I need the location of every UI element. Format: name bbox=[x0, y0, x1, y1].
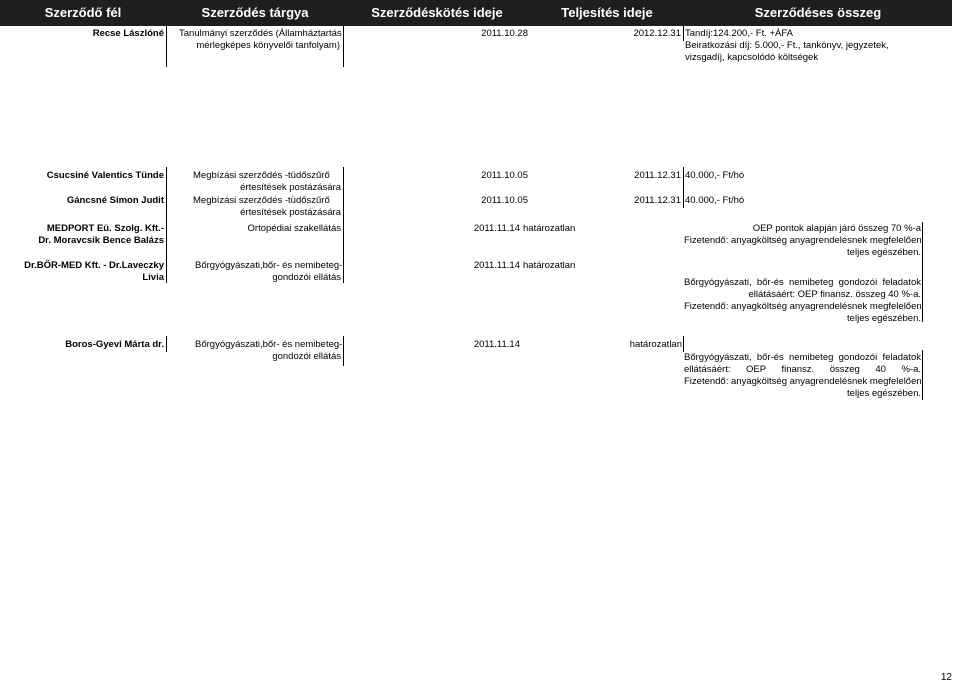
contract-date: 2011.10.05 bbox=[481, 170, 528, 181]
contract-subject: értesítések postázására bbox=[240, 207, 341, 218]
contract-amount: Fizetendő: anyagköltség anyagrendelésnek megfelelően bbox=[684, 301, 922, 312]
contract-amount: Bőrgyógyászati, bőr-és nemibeteg gondozói feladatok bbox=[684, 277, 921, 288]
column-divider bbox=[683, 192, 684, 208]
column-divider bbox=[166, 336, 167, 352]
party-name: Gáncsné Simon Judit bbox=[66, 195, 164, 206]
party-name: Lívia bbox=[142, 272, 164, 283]
contract-amount: ellátásáért: OEP finansz. összeg 40 %-a. bbox=[684, 364, 921, 375]
party-name: Recse Lászlóné bbox=[92, 28, 164, 39]
column-divider bbox=[922, 222, 923, 322]
party-name: Dr.BŐR-MED Kft. - Dr.Laveczky bbox=[24, 260, 164, 271]
column-divider bbox=[683, 336, 684, 352]
contract-amount: 40.000,- Ft/hó bbox=[685, 170, 745, 181]
contract-date: 2011.11.14 bbox=[473, 339, 520, 350]
contract-amount: vizsgadíj, kapcsolódó költségek bbox=[685, 52, 819, 63]
header-amount: Szerződéses összeg bbox=[754, 5, 882, 20]
column-divider bbox=[166, 167, 167, 283]
contract-subject: Ortopédiai szakellátás bbox=[247, 223, 341, 234]
header-contract-date: Szerződéskötés ideje bbox=[371, 5, 503, 20]
contract-amount: Fizetendő: anyagköltség anyagrendelésnek megfelelően bbox=[684, 235, 922, 246]
table-header bbox=[0, 0, 952, 26]
column-divider bbox=[343, 26, 344, 67]
contract-subject: Bőrgyógyászati,bőr- és nemibeteg- bbox=[195, 260, 343, 271]
contract-date: 2011.11.14 bbox=[473, 260, 520, 271]
header-subject: Szerződés tárgya bbox=[201, 5, 309, 20]
column-divider bbox=[166, 26, 167, 67]
contract-amount: Tandíj:124.200,- Ft. +ÁFA bbox=[685, 28, 793, 39]
contract-amount: Bőrgyógyászati, bőr-és nemibeteg gondozói feladatok bbox=[684, 352, 921, 363]
contract-subject: Bőrgyógyászati,bőr- és nemibeteg- bbox=[195, 339, 343, 350]
contract-subject: mérlegképes könyvelői tanfolyam) bbox=[196, 40, 340, 51]
column-divider bbox=[683, 26, 684, 41]
contract-date: 2011.10.05 bbox=[481, 195, 528, 206]
contract-date: 2011.11.14 bbox=[473, 223, 520, 234]
completion-date: 2011.12.31 bbox=[634, 195, 681, 206]
completion-date: határozatlan bbox=[629, 339, 682, 350]
completion-date: 2012.12.31 bbox=[633, 28, 681, 39]
party-name: Boros-Gyevi Márta dr. bbox=[65, 339, 164, 350]
contract-subject: gondozói ellátás bbox=[272, 272, 341, 283]
contract-amount: Fizetendő: anyagköltség anyagrendelésnek megfelelően bbox=[684, 376, 922, 387]
contract-amount: teljes egészében. bbox=[847, 247, 921, 258]
contract-subject: Megbízási szerződés -tüdőszűrő bbox=[193, 170, 330, 181]
contract-date: 2011.10.28 bbox=[481, 28, 528, 39]
column-divider bbox=[343, 167, 344, 283]
header-completion: Teljesítés ideje bbox=[561, 5, 653, 20]
contract-subject: gondozói ellátás bbox=[272, 351, 341, 362]
party-name: Csucsiné Valentics Tünde bbox=[46, 170, 164, 181]
contract-amount: 40.000,- Ft/hó bbox=[685, 195, 745, 206]
party-name: MEDPORT Eü. Szolg. Kft.- bbox=[46, 223, 164, 234]
contract-subject: Megbízási szerződés -tüdőszűrő bbox=[193, 195, 330, 206]
contract-amount: teljes egészében. bbox=[847, 388, 921, 399]
contract-amount: teljes egészében. bbox=[847, 313, 921, 324]
header-party: Szerződő fél bbox=[44, 5, 122, 20]
column-divider bbox=[343, 336, 344, 366]
column-divider bbox=[922, 350, 923, 400]
party-name: Dr. Moravcsik Bence Balázs bbox=[38, 235, 164, 246]
completion-date: határozatlan bbox=[523, 223, 576, 234]
contract-amount: OEP pontok alapján járó összeg 70 %-a bbox=[752, 223, 921, 234]
completion-date: 2011.12.31 bbox=[634, 170, 681, 181]
contract-amount: Beiratkozási díj: 5.000,- Ft., tankönyv, jegyzetek, bbox=[685, 40, 889, 51]
contract-subject: Tanulmányi szerződés (Államháztartás bbox=[179, 28, 342, 39]
page-number: 12 bbox=[940, 672, 952, 683]
contract-subject: értesítések postázására bbox=[240, 182, 341, 193]
completion-date: határozatlan bbox=[523, 260, 576, 271]
contract-amount: ellátásáért: OEP finansz. összeg 40 %-a. bbox=[748, 289, 921, 300]
